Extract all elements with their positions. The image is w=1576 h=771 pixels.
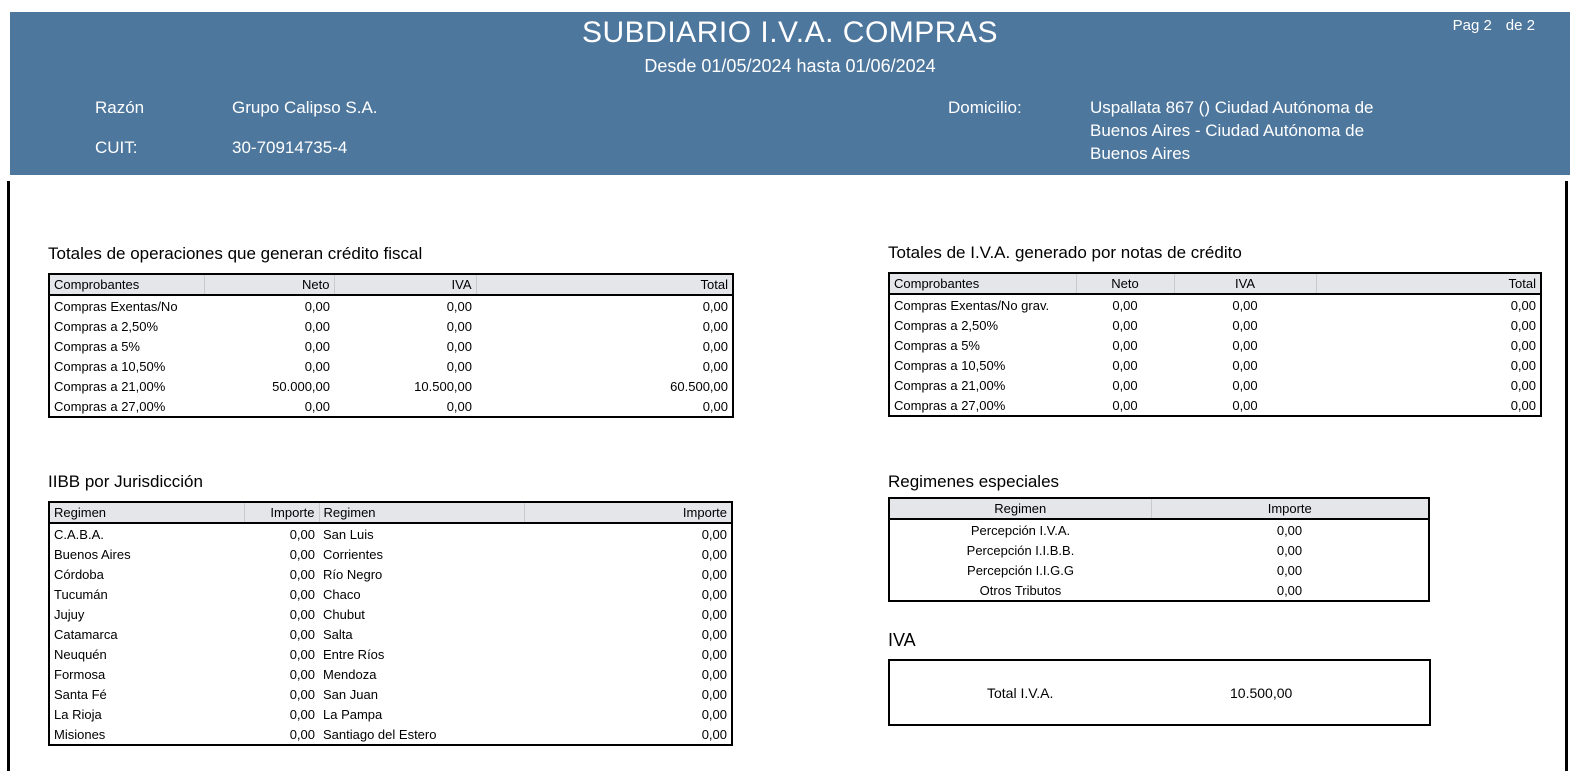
column-header: Total <box>1316 273 1541 294</box>
table-row <box>889 335 1541 355</box>
table-row <box>49 624 732 644</box>
table-cell: 0,00 <box>1510 357 1536 373</box>
table-row <box>49 584 732 604</box>
column-header: Importe <box>524 502 732 523</box>
table-row <box>889 560 1429 580</box>
table-cell: Percepción I.V.A. <box>970 522 1071 538</box>
regimenes-table <box>888 497 1430 602</box>
column-header: Importe <box>1151 498 1429 519</box>
column-header: Comprobantes <box>49 274 204 295</box>
table-cell: 0,00 <box>1232 357 1258 373</box>
table-cell: Mendoza <box>323 666 377 682</box>
table-cell: 0,00 <box>1112 377 1138 393</box>
table-cell: 0,00 <box>1276 522 1303 538</box>
table-cell: Entre Ríos <box>323 646 385 662</box>
column-header: IVA <box>1174 273 1316 294</box>
table-cell: 0,00 <box>1276 542 1303 558</box>
table-row <box>49 396 733 417</box>
table-row <box>889 580 1429 601</box>
table-cell: 0,00 <box>1232 337 1258 353</box>
table-cell: 0,00 <box>289 546 315 562</box>
table-cell: Santa Fé <box>54 686 107 702</box>
table-cell: 0,00 <box>289 566 315 582</box>
table-row <box>49 523 732 544</box>
table-cell: 0,00 <box>1232 397 1258 413</box>
table-cell: 0,00 <box>289 706 315 722</box>
cuit-value: 30-70914735-4 <box>232 138 348 157</box>
table-cell: 0,00 <box>1112 397 1138 413</box>
table-cell: Compras a 21,00% <box>54 378 166 394</box>
table-cell: 0,00 <box>289 686 315 702</box>
table-cell: 0,00 <box>304 338 330 354</box>
table-cell: 0,00 <box>702 298 728 314</box>
domicilio-value: Uspallata 867 () Ciudad Autónoma de Buenos Aires - Ciudad Autónoma de Buenos Aires <box>1090 98 1374 163</box>
column-header: Importe <box>244 502 319 523</box>
iva-total-box <box>888 659 1431 726</box>
table-row <box>49 316 733 336</box>
table-cell: 0,00 <box>701 686 727 702</box>
table-row <box>889 315 1541 335</box>
table-cell: 0,00 <box>1510 377 1536 393</box>
table-cell: Percepción I.I.B.B. <box>966 542 1075 558</box>
table-cell: 0,00 <box>1276 562 1303 578</box>
table-cell: Compras Exentas/No <box>54 298 178 314</box>
table-cell: Percepción I.I.G.G <box>967 562 1074 578</box>
report-title: SUBDIARIO I.V.A. COMPRAS <box>582 16 998 49</box>
table-cell: 0,00 <box>289 526 315 542</box>
table-cell: 0,00 <box>289 626 315 642</box>
table-row <box>49 684 732 704</box>
table-cell: 0,00 <box>1510 337 1536 353</box>
column-header: Regimen <box>889 498 1151 519</box>
page-left-border <box>7 181 10 771</box>
report-header <box>10 12 1570 175</box>
table-cell: Compras a 2,50% <box>894 317 999 333</box>
table-cell: 0,00 <box>701 546 727 562</box>
iibb-table <box>48 501 733 746</box>
report-date-range: Desde 01/05/2024 hasta 01/06/2024 <box>644 56 936 76</box>
table-cell: La Rioja <box>54 706 102 722</box>
table-cell: Misiones <box>54 726 106 742</box>
table-row <box>49 544 732 564</box>
table-cell: Jujuy <box>54 606 85 622</box>
table-cell: 50.000,00 <box>272 378 330 394</box>
table-row <box>889 519 1429 540</box>
table-cell: 0,00 <box>446 358 472 374</box>
table-cell: 0,00 <box>304 298 330 314</box>
column-header: Regimen <box>319 502 524 523</box>
table-cell: Corrientes <box>323 546 383 562</box>
table-cell: Compras a 2,50% <box>54 318 159 334</box>
table-header-row <box>889 273 1541 294</box>
table-row <box>49 564 732 584</box>
table-cell: Formosa <box>54 666 106 682</box>
table-cell: 0,00 <box>701 666 727 682</box>
table-cell: 0,00 <box>304 398 330 414</box>
table-cell: Salta <box>323 626 353 642</box>
razon-value: Grupo Calipso S.A. <box>232 98 378 117</box>
table-row <box>49 644 732 664</box>
table-cell: Córdoba <box>54 566 104 582</box>
table-cell: Compras a 27,00% <box>894 397 1006 413</box>
table-row <box>49 356 733 376</box>
table-cell: 10.500,00 <box>414 378 472 394</box>
table-row <box>49 704 732 724</box>
table-row <box>889 294 1541 315</box>
column-header: Neto <box>1076 273 1174 294</box>
column-header: Regimen <box>49 502 244 523</box>
table-row <box>49 336 733 356</box>
table-cell: Neuquén <box>54 646 107 662</box>
table-cell: Compras Exentas/No grav. <box>894 297 1050 313</box>
table-row <box>889 395 1541 416</box>
table-cell: 0,00 <box>1112 297 1138 313</box>
table-cell: 0,00 <box>701 606 727 622</box>
razon-label: Razón <box>95 98 145 117</box>
table-cell: 0,00 <box>446 338 472 354</box>
table-cell: 0,00 <box>701 626 727 642</box>
table-row <box>889 355 1541 375</box>
cuit-label: CUIT: <box>95 138 138 157</box>
table-cell: 0,00 <box>701 526 727 542</box>
page-total: de 2 <box>1505 17 1535 34</box>
table-cell: La Pampa <box>323 706 383 722</box>
table-row <box>889 540 1429 560</box>
table-cell: 0,00 <box>1510 317 1536 333</box>
table-cell: San Juan <box>323 686 378 702</box>
table-cell: Compras a 10,50% <box>894 357 1006 373</box>
table-cell: 0,00 <box>1232 297 1258 313</box>
table-cell: Compras a 10,50% <box>54 358 166 374</box>
table-cell: 0,00 <box>1510 297 1536 313</box>
page-right-border <box>1565 181 1568 771</box>
table-row <box>49 604 732 624</box>
table-cell: 0,00 <box>446 398 472 414</box>
page-number: Pag 2 <box>1452 17 1492 34</box>
table-cell: 0,00 <box>1112 357 1138 373</box>
table-cell: Chubut <box>323 606 365 622</box>
table-cell: Río Negro <box>323 566 383 582</box>
table-cell: 0,00 <box>289 606 315 622</box>
table-cell: 0,00 <box>1232 377 1258 393</box>
table-row <box>49 295 733 316</box>
table-cell: Catamarca <box>54 626 118 642</box>
table-row <box>889 375 1541 395</box>
table-cell: 0,00 <box>702 398 728 414</box>
table-cell: 0,00 <box>289 586 315 602</box>
section-title-notas-credito: Totales de I.V.A. generado por notas de crédito <box>888 243 1242 262</box>
table-cell: 0,00 <box>701 706 727 722</box>
table-cell: 0,00 <box>446 298 472 314</box>
table-cell: 0,00 <box>1232 317 1258 333</box>
table-row <box>49 664 732 684</box>
table-cell: San Luis <box>323 526 374 542</box>
section-title-credito-fiscal: Totales de operaciones que generan crédito fiscal <box>48 244 423 263</box>
table-header-row <box>889 498 1429 519</box>
iva-total-label: Total I.V.A. <box>987 684 1054 701</box>
section-title-iva: IVA <box>888 630 916 650</box>
table-cell: 0,00 <box>289 646 315 662</box>
table-cell: 0,00 <box>702 358 728 374</box>
table-cell: 0,00 <box>304 358 330 374</box>
table-cell: 0,00 <box>701 726 727 742</box>
table-cell: C.A.B.A. <box>54 526 104 542</box>
table-cell: Santiago del Estero <box>323 726 437 742</box>
table-cell: Compras a 5% <box>54 338 140 354</box>
table-cell: 0,00 <box>304 318 330 334</box>
table-cell: Compras a 21,00% <box>894 377 1006 393</box>
notas-credito-table <box>888 272 1542 417</box>
table-cell: 0,00 <box>701 566 727 582</box>
table-cell: 0,00 <box>701 586 727 602</box>
table-cell: 0,00 <box>446 318 472 334</box>
table-cell: 0,00 <box>289 666 315 682</box>
table-cell: Compras a 5% <box>894 337 980 353</box>
table-header-row <box>49 274 733 295</box>
table-row <box>49 724 732 745</box>
table-cell: Tucumán <box>54 586 108 602</box>
column-header: Comprobantes <box>889 273 1076 294</box>
table-row <box>49 376 733 396</box>
column-header: Total <box>476 274 733 295</box>
table-cell: 0,00 <box>1112 337 1138 353</box>
iva-total-value: 10.500,00 <box>1230 684 1293 701</box>
table-cell: 0,00 <box>1276 582 1303 598</box>
section-title-iibb: IIBB por Jurisdicción <box>48 472 203 491</box>
table-cell: 0,00 <box>1510 397 1536 413</box>
table-cell: Chaco <box>323 586 361 602</box>
table-cell: 0,00 <box>1112 317 1138 333</box>
table-cell: 60.500,00 <box>670 378 728 394</box>
table-cell: Buenos Aires <box>54 546 131 562</box>
table-cell: 0,00 <box>702 338 728 354</box>
table-cell: 0,00 <box>289 726 315 742</box>
domicilio-label: Domicilio: <box>948 98 1022 117</box>
table-header-row <box>49 502 732 523</box>
column-header: Neto <box>204 274 334 295</box>
table-cell: 0,00 <box>701 646 727 662</box>
section-title-regimenes: Regimenes especiales <box>888 472 1060 491</box>
table-cell: Otros Tributos <box>979 582 1062 598</box>
table-cell: Compras a 27,00% <box>54 398 166 414</box>
credito-fiscal-table <box>48 273 734 418</box>
table-cell: 0,00 <box>702 318 728 334</box>
column-header: IVA <box>334 274 476 295</box>
